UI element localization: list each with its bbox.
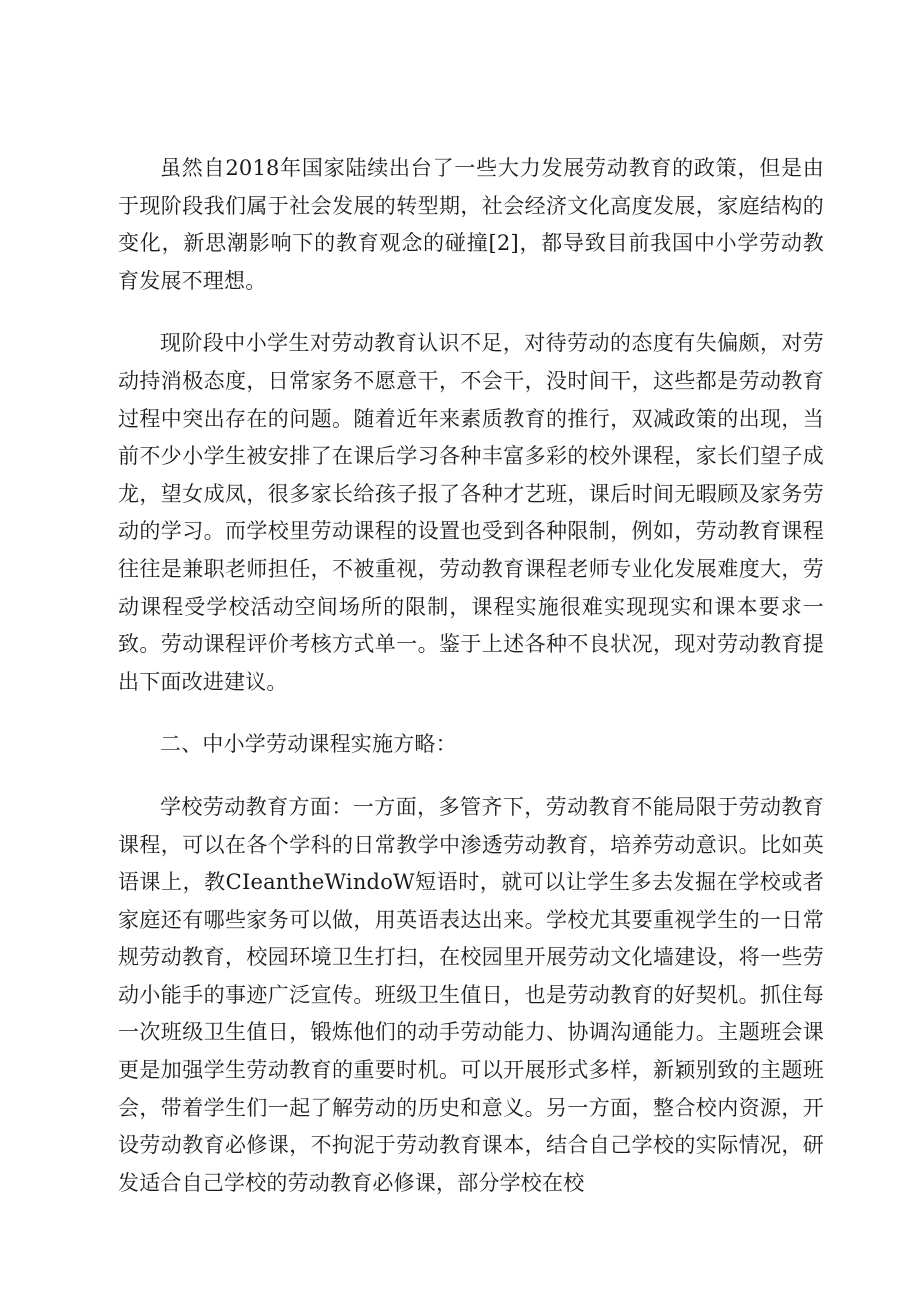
document-body	[118, 150, 824, 1227]
paragraph-current-problems: 现阶段中小学生对劳动教育认识不足，对待劳动的态度有失偏颇，对劳动持消极态度，日常家务不愿意干，不会干，没时间干，这些都是劳动教育过程中突出存在的问题。随着近年来素质教育的推行，双减政策的出现，当前不少小学生被安排了在课后学习各种丰富多彩的校外课程，家长们望子成龙，望女成凤，很多家长给孩子报了各种才艺班，课后时间无暇顾及家务劳动的学习。而学校里劳动课程的设置也受到各种限制，例如，劳动教育课程往往是兼职老师担任，不被重视，劳动教育课程老师专业化发展难度大，劳动课程受学校活动空间场所的限制，课程实施很难实现现实和课本要求一致。劳动课程评价考核方式单一。鉴于上述各种不良状况，现对劳动教育提出下面改进建议。	[118, 331, 824, 694]
section-heading-strategies: 二、中小学劳动课程实施方略：	[160, 732, 457, 757]
paragraph-policy-background: 虽然自2018年国家陆续出台了一些大力发展劳动教育的政策，但是由于现阶段我们属于社会发展的转型期，社会经济文化高度发展，家庭结构的变化，新思潮影响下的教育观念的碰撞[2]，都导致目前我国中小学劳动教育发展不理想。	[118, 156, 824, 293]
paragraph-school-labor-education: 学校劳动教育方面：一方面，多管齐下，劳动教育不能局限于劳动教育课程，可以在各个学科的日常教学中渗透劳动教育，培养劳动意识。比如英语课上，教CIeantheWindoW短语时，就可以让学生多去发掘在学校或者家庭还有哪些家务可以做，用英语表达出来。学校尤其要重视学生的一日常规劳动教育，校园环境卫生打扫，在校园里开展劳动文化墙建设，将一些劳动小能手的事迹广泛宣传。班级卫生值日，也是劳动教育的好契机。抓住每一次班级卫生值日，锻炼他们的动手劳动能力、协调沟通能力。主题班会课更是加强学生劳动教育的重要时机。可以开展形式多样，新颖别致的主题班会，带着学生们一起了解劳动的历史和意义。另一方面，整合校内资源，开设劳动教育必修课，不拘泥于劳动教育课本，结合自己学校的实际情况，研发适合自己学校的劳动教育必修课，部分学校在校	[118, 794, 824, 1195]
